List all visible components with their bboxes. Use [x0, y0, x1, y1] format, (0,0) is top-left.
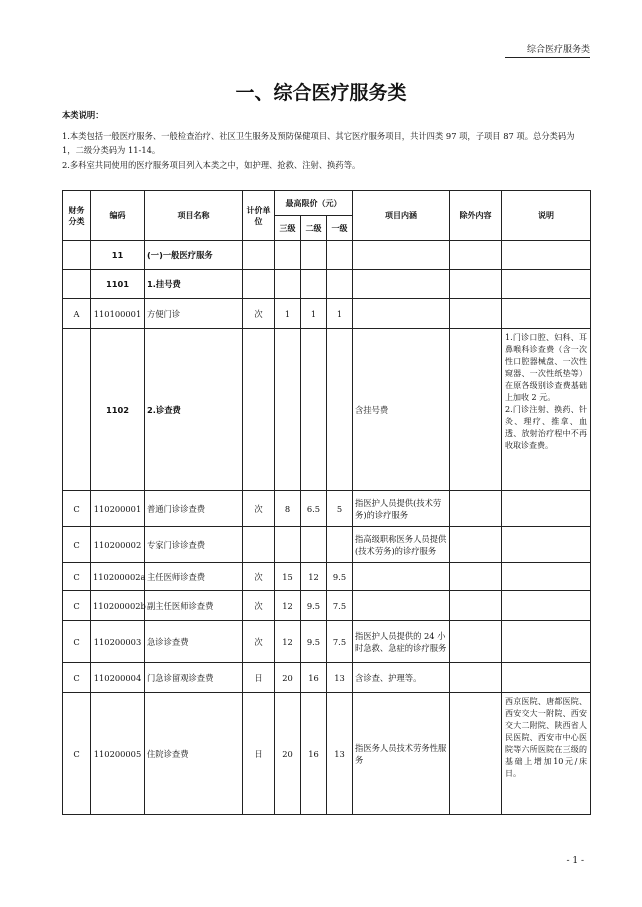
cell-content: 含诊查、护理等。 [353, 663, 450, 693]
cell-price-grade3 [275, 241, 301, 270]
cell-unit: 日 [243, 693, 275, 815]
cell-excluded [450, 270, 502, 299]
cell-name: 1.挂号费 [145, 270, 243, 299]
table-row [63, 329, 591, 491]
table-row [63, 299, 591, 329]
cell-remark: 1.门诊口腔、妇科、耳鼻喉科诊查费（含一次性口腔器械盘、一次性窥器、一次性纸垫等）在原各级别诊查费基础上加收 2 元。 2.门诊注射、换药、针灸、理疗、推拿、血透、放射治疗程中不再收取诊查费。 [502, 329, 591, 491]
header-unit: 计价单位 [243, 191, 275, 241]
cell-category: C [63, 621, 91, 663]
cell-price-grade2: 16 [301, 693, 327, 815]
cell-name: 专家门诊诊查费 [145, 527, 243, 563]
cell-price-grade3: 1 [275, 299, 301, 329]
cell-code: 1101 [91, 270, 145, 299]
cell-price-grade2: 9.5 [301, 591, 327, 621]
cell-content [353, 270, 450, 299]
cell-unit: 次 [243, 621, 275, 663]
cell-excluded [450, 491, 502, 527]
header-grade3: 三级 [275, 216, 301, 241]
cell-excluded [450, 241, 502, 270]
header-category: 财务分类 [63, 191, 91, 241]
header-grade2: 二级 [301, 216, 327, 241]
cell-content [353, 591, 450, 621]
header-excluded: 除外内容 [450, 191, 502, 241]
table-row [63, 563, 591, 591]
cell-price-grade1: 5 [327, 491, 353, 527]
cell-name: 主任医师诊查费 [145, 563, 243, 591]
table-row [63, 270, 591, 299]
cell-excluded [450, 591, 502, 621]
table-row [63, 241, 591, 270]
cell-unit [243, 329, 275, 491]
cell-unit: 次 [243, 591, 275, 621]
header-code: 编码 [91, 191, 145, 241]
cell-price-grade1: 9.5 [327, 563, 353, 591]
cell-code: 110200005 [91, 693, 145, 815]
cell-remark [502, 270, 591, 299]
cell-category: C [63, 663, 91, 693]
cell-price-grade1 [327, 241, 353, 270]
cell-excluded [450, 299, 502, 329]
cell-excluded [450, 693, 502, 815]
cell-content: 含挂号费 [353, 329, 450, 491]
cell-code: 110200002a [91, 563, 145, 591]
cell-content [353, 241, 450, 270]
cell-price-grade2 [301, 329, 327, 491]
cell-price-grade3: 8 [275, 491, 301, 527]
table-row [63, 621, 591, 663]
cell-name: 住院诊查费 [145, 693, 243, 815]
table-row [63, 491, 591, 527]
cell-unit [243, 527, 275, 563]
cell-excluded [450, 563, 502, 591]
header-price-group: 最高限价（元） [275, 191, 353, 216]
header-grade1: 一级 [327, 216, 353, 241]
note-item: 1.本类包括一般医疗服务、一般检查治疗、社区卫生服务及预防保健项目、其它医疗服务项目，共计四类 97 项，子项目 87 项。总分类码为 1，二级分类码为 11-14。 [62, 130, 575, 155]
cell-category: C [63, 591, 91, 621]
cell-category: C [63, 693, 91, 815]
cell-price-grade1 [327, 329, 353, 491]
cell-category [63, 270, 91, 299]
cell-code: 110200001 [91, 491, 145, 527]
cell-price-grade3: 12 [275, 621, 301, 663]
cell-price-grade2: 1 [301, 299, 327, 329]
notes-section [62, 108, 590, 172]
cell-content: 指医务人员技术劳务性服务 [353, 693, 450, 815]
cell-code: 110200002 [91, 527, 145, 563]
cell-price-grade2: 9.5 [301, 621, 327, 663]
cell-category: A [63, 299, 91, 329]
cell-category: C [63, 491, 91, 527]
notes-heading: 本类说明： [62, 110, 104, 120]
cell-remark [502, 241, 591, 270]
cell-remark: 西京医院、唐都医院、西安交大一附院、西安交大二附院、陕西省人民医院、西安市中心医院等六所医院在三级的基础上增加10元/床日。 [502, 693, 591, 815]
cell-price-grade3: 20 [275, 663, 301, 693]
cell-name: 门急诊留观诊查费 [145, 663, 243, 693]
cell-remark [502, 563, 591, 591]
cell-unit: 次 [243, 563, 275, 591]
cell-remark [502, 299, 591, 329]
cell-price-grade1: 13 [327, 693, 353, 815]
cell-price-grade2 [301, 241, 327, 270]
cell-category: C [63, 563, 91, 591]
header-remark: 说明 [502, 191, 591, 241]
table-row [63, 693, 591, 815]
cell-code: 110200002b [91, 591, 145, 621]
note-item: 2.多科室共同使用的医疗服务项目列入本类之中，如护理、抢救、注射、换药等。 [62, 159, 361, 170]
cell-name: 方便门诊 [145, 299, 243, 329]
cell-price-grade3: 20 [275, 693, 301, 815]
cell-price-grade1 [327, 270, 353, 299]
cell-price-grade1: 13 [327, 663, 353, 693]
table-row [63, 527, 591, 563]
cell-remark [502, 591, 591, 621]
cell-price-grade3 [275, 270, 301, 299]
cell-content: 指医护人员提供(技术劳务)的诊疗服务 [353, 491, 450, 527]
cell-remark [502, 527, 591, 563]
price-table [62, 190, 591, 815]
cell-price-grade2 [301, 527, 327, 563]
cell-price-grade1: 1 [327, 299, 353, 329]
cell-price-grade1 [327, 527, 353, 563]
cell-code: 110200003 [91, 621, 145, 663]
cell-code: 1102 [91, 329, 145, 491]
page-title: 一、综合医疗服务类 [235, 82, 407, 104]
cell-name: 副主任医师诊查费 [145, 591, 243, 621]
cell-price-grade1: 7.5 [327, 591, 353, 621]
cell-category [63, 329, 91, 491]
cell-remark [502, 621, 591, 663]
cell-category [63, 241, 91, 270]
cell-price-grade1: 7.5 [327, 621, 353, 663]
cell-unit [243, 270, 275, 299]
cell-code: 11 [91, 241, 145, 270]
header-name: 项目名称 [145, 191, 243, 241]
cell-code: 110100001 [91, 299, 145, 329]
cell-excluded [450, 527, 502, 563]
cell-content: 指医护人员提供的 24 小时急救、急症的诊疗服务 [353, 621, 450, 663]
cell-excluded [450, 329, 502, 491]
header-content: 项目内涵 [353, 191, 450, 241]
running-header: 综合医疗服务类 [505, 42, 590, 58]
cell-price-grade2: 16 [301, 663, 327, 693]
cell-price-grade3: 12 [275, 591, 301, 621]
table-row [63, 663, 591, 693]
cell-unit: 日 [243, 663, 275, 693]
cell-price-grade3 [275, 527, 301, 563]
cell-price-grade2: 6.5 [301, 491, 327, 527]
cell-content [353, 563, 450, 591]
cell-name: (一)一般医疗服务 [145, 241, 243, 270]
cell-remark [502, 491, 591, 527]
cell-unit: 次 [243, 299, 275, 329]
cell-price-grade2 [301, 270, 327, 299]
table-row [63, 591, 591, 621]
cell-code: 110200004 [91, 663, 145, 693]
cell-price-grade3: 15 [275, 563, 301, 591]
cell-unit: 次 [243, 491, 275, 527]
cell-content: 指高级职称医务人员提供(技术劳务)的诊疗服务 [353, 527, 450, 563]
cell-unit [243, 241, 275, 270]
cell-excluded [450, 663, 502, 693]
cell-price-grade2: 12 [301, 563, 327, 591]
cell-remark [502, 663, 591, 693]
cell-price-grade3 [275, 329, 301, 491]
cell-category: C [63, 527, 91, 563]
cell-name: 普通门诊诊查费 [145, 491, 243, 527]
cell-name: 急诊诊查费 [145, 621, 243, 663]
cell-name: 2.诊查费 [145, 329, 243, 491]
page-number: - 1 - [566, 856, 584, 866]
cell-content [353, 299, 450, 329]
cell-excluded [450, 621, 502, 663]
